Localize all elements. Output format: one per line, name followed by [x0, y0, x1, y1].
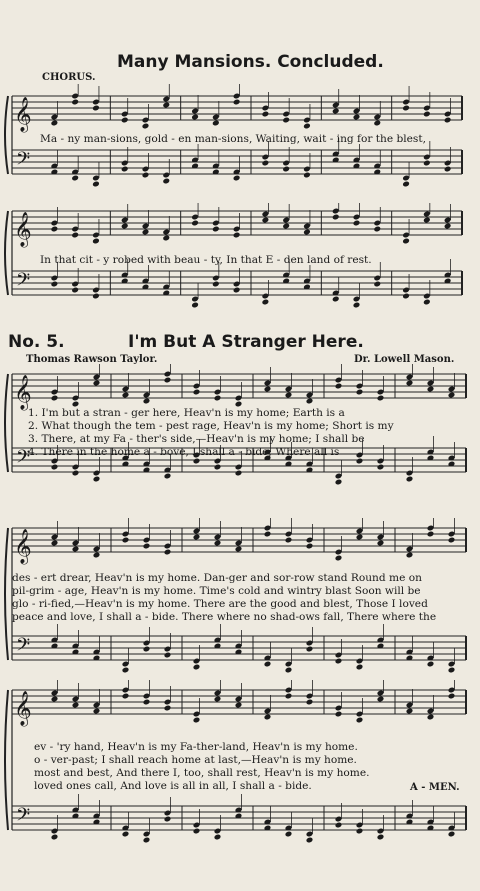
verse-3-line-2: glo - ri-fied,—Heav'n is my home. There are the good and blest, Those I loved: [12, 598, 428, 610]
lyric-line: In that cit - y robed with beau - ty, In that E - den land of rest.: [40, 254, 372, 266]
verse-1-line-1: 1. I'm but a stran - ger here, Heav'n is my home; Earth is a: [28, 407, 345, 419]
svg-text:𝄞: 𝄞: [14, 375, 32, 410]
author: Thomas Rawson Taylor.: [26, 354, 158, 365]
svg-text:𝄢: 𝄢: [16, 447, 31, 472]
verse-1-line-3: ev - 'ry hand, Heav'n is my Fa-ther-land, Heav'n is my home.: [34, 741, 358, 753]
lyric-line: Ma - ny man-sions, gold - en man-sions, Waiting, wait - ing for the blest,: [40, 133, 426, 145]
svg-text:𝄞: 𝄞: [14, 691, 32, 726]
svg-text:𝄞: 𝄞: [14, 97, 32, 132]
hymn-title: I'm But A Stranger Here.: [128, 332, 364, 352]
svg-text:𝄢: 𝄢: [16, 149, 31, 174]
section-title: Many Mansions. Concluded.: [117, 52, 384, 72]
svg-text:𝄢: 𝄢: [16, 805, 31, 830]
svg-text:𝄢: 𝄢: [16, 270, 31, 295]
verse-2-line-2: pil-grim - age, Heav'n is my home. Time's cold and wintry blast Soon will be: [12, 585, 421, 597]
verse-3-line-1: 3. There, at my Fa - ther's side,—Heav'n is my home; I shall be: [28, 433, 365, 445]
svg-text:𝄢: 𝄢: [16, 635, 31, 660]
composer: Dr. Lowell Mason.: [354, 354, 455, 365]
verse-1-line-2: des - ert drear, Heav'n is my home. Dan-ger and sor-row stand Round me on: [12, 572, 422, 584]
svg-text:𝄞: 𝄞: [14, 529, 32, 564]
verse-4-line-2: peace and love, I shall a - bide. There where no shad-ows fall, There where the: [12, 611, 437, 623]
svg-text:𝄞: 𝄞: [14, 212, 32, 247]
verse-4-line-3: loved ones call, And love is all in all, I shall a - bide.: [34, 780, 312, 792]
hymn-number: No. 5.: [8, 332, 65, 352]
verse-2-line-3: o - ver-past; I shall reach home at last,—Heav'n is my home.: [34, 754, 357, 766]
chorus-label: CHORUS.: [42, 72, 96, 83]
verse-4-line-1: 4. There in the home a - bove, I shall a - bide; Where all is: [28, 446, 340, 458]
verse-2-line-1: 2. What though the tem - pest rage, Heav'n is my home; Short is my: [28, 420, 394, 432]
amen: A - MEN.: [410, 782, 460, 793]
verse-3-line-3: most and best, And there I, too, shall rest, Heav'n is my home.: [34, 767, 370, 779]
